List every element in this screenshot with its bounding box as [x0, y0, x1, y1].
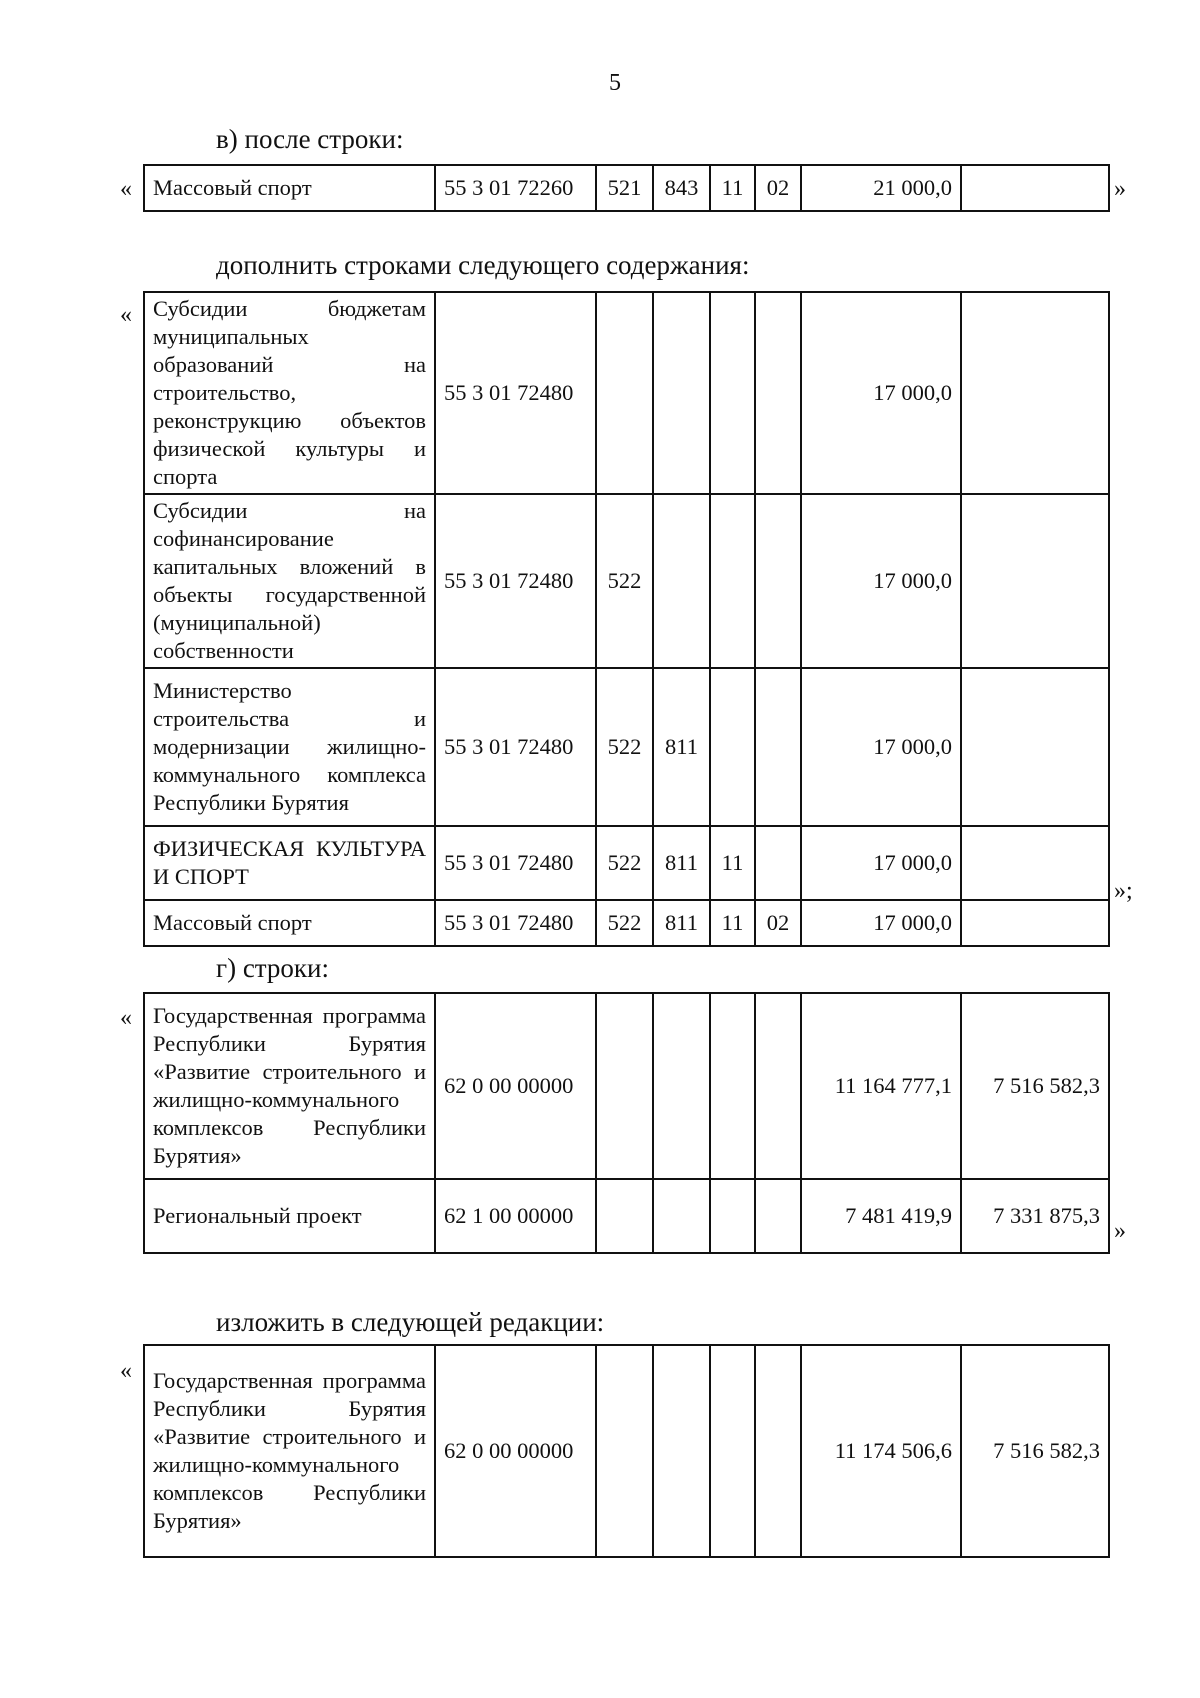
row-grbs	[653, 494, 710, 668]
row-name: Субсидии на софинансирование капитальных вложений в объекты государственной (муниципальной) собственности	[144, 494, 435, 668]
row-pr	[755, 1345, 801, 1557]
row-vr: 522	[596, 826, 653, 900]
row-amount-2	[961, 668, 1109, 826]
section-heading-add: дополнить строками следующего содержания:	[216, 250, 750, 280]
row-pr: 02	[755, 900, 801, 946]
quote-close: »	[1114, 1218, 1126, 1244]
row-pr	[755, 494, 801, 668]
row-pr	[755, 993, 801, 1179]
row-rz	[710, 993, 755, 1179]
row-vr: 522	[596, 900, 653, 946]
row-amount-1: 17 000,0	[801, 668, 961, 826]
table-old-rows	[143, 992, 1110, 1254]
table-added-rows	[143, 291, 1110, 947]
row-amount-2: 7 516 582,3	[961, 1345, 1109, 1557]
table-row	[144, 292, 1109, 494]
row-vr	[596, 993, 653, 1179]
table-after-row	[143, 164, 1110, 212]
row-amount-1: 17 000,0	[801, 494, 961, 668]
row-vr	[596, 292, 653, 494]
row-rz: 11	[710, 900, 755, 946]
row-amount-1: 7 481 419,9	[801, 1179, 961, 1253]
table-row	[144, 165, 1109, 211]
section-heading-g: г) строки:	[216, 953, 329, 983]
row-amount-1: 11 164 777,1	[801, 993, 961, 1179]
quote-close: »	[1114, 176, 1126, 202]
row-code: 55 3 01 72480	[435, 900, 596, 946]
table-row	[144, 993, 1109, 1179]
row-grbs: 811	[653, 668, 710, 826]
row-grbs: 811	[653, 826, 710, 900]
row-name: Государственная программа Республики Бурятия «Развитие строительного и жилищно-коммунального комплексов Республики Бурятия»	[144, 1345, 435, 1557]
row-code: 62 0 00 00000	[435, 1345, 596, 1557]
row-pr	[755, 826, 801, 900]
row-rz	[710, 1345, 755, 1557]
row-code: 62 1 00 00000	[435, 1179, 596, 1253]
row-pr	[755, 1179, 801, 1253]
row-amount-2	[961, 292, 1109, 494]
row-rz: 11	[710, 165, 755, 211]
row-amount-1: 17 000,0	[801, 826, 961, 900]
quote-open: «	[120, 1005, 132, 1031]
row-amount-2	[961, 826, 1109, 900]
row-rz	[710, 292, 755, 494]
row-vr: 522	[596, 494, 653, 668]
row-name: Массовый спорт	[144, 165, 435, 211]
row-amount-1: 17 000,0	[801, 292, 961, 494]
row-vr	[596, 1179, 653, 1253]
table-new-rows	[143, 1344, 1110, 1558]
row-name: Государственная программа Республики Бурятия «Развитие строительного и жилищно-коммунального комплексов Республики Бурятия»	[144, 993, 435, 1179]
quote-open: «	[120, 176, 132, 202]
row-amount-2	[961, 494, 1109, 668]
table-row	[144, 668, 1109, 826]
row-code: 62 0 00 00000	[435, 993, 596, 1179]
row-rz: 11	[710, 826, 755, 900]
row-vr: 521	[596, 165, 653, 211]
row-pr	[755, 668, 801, 826]
row-code: 55 3 01 72480	[435, 494, 596, 668]
table-row	[144, 1345, 1109, 1557]
row-code: 55 3 01 72480	[435, 668, 596, 826]
row-name: Региональный проект	[144, 1179, 435, 1253]
row-name: Министерство строительства и модернизации жилищно-коммунального комплекса Республики Бурятия	[144, 668, 435, 826]
row-name: Субсидии бюджетам муниципальных образований на строительство, реконструкцию объектов физической культуры и спорта	[144, 292, 435, 494]
row-grbs	[653, 292, 710, 494]
table-row	[144, 494, 1109, 668]
row-grbs	[653, 1179, 710, 1253]
row-code: 55 3 01 72480	[435, 292, 596, 494]
row-rz	[710, 494, 755, 668]
table-row	[144, 826, 1109, 900]
row-rz	[710, 1179, 755, 1253]
page-number: 5	[609, 70, 621, 96]
row-code: 55 3 01 72260	[435, 165, 596, 211]
quote-open: «	[120, 302, 132, 328]
row-amount-1: 11 174 506,6	[801, 1345, 961, 1557]
section-heading-v: в) после строки:	[216, 124, 404, 154]
row-amount-2: 7 516 582,3	[961, 993, 1109, 1179]
row-amount-1: 21 000,0	[801, 165, 961, 211]
row-amount-2	[961, 900, 1109, 946]
row-amount-2	[961, 165, 1109, 211]
section-heading-edit: изложить в следующей редакции:	[216, 1307, 605, 1337]
row-amount-1: 17 000,0	[801, 900, 961, 946]
row-grbs: 843	[653, 165, 710, 211]
row-grbs	[653, 993, 710, 1179]
quote-close-semicolon: »;	[1114, 878, 1133, 904]
quote-open: «	[120, 1358, 132, 1384]
row-amount-2: 7 331 875,3	[961, 1179, 1109, 1253]
row-code: 55 3 01 72480	[435, 826, 596, 900]
row-grbs: 811	[653, 900, 710, 946]
row-pr: 02	[755, 165, 801, 211]
table-row	[144, 1179, 1109, 1253]
row-name: ФИЗИЧЕСКАЯ КУЛЬТУРА И СПОРТ	[144, 826, 435, 900]
row-rz	[710, 668, 755, 826]
row-name: Массовый спорт	[144, 900, 435, 946]
table-row	[144, 900, 1109, 946]
row-vr	[596, 1345, 653, 1557]
row-vr: 522	[596, 668, 653, 826]
row-pr	[755, 292, 801, 494]
row-grbs	[653, 1345, 710, 1557]
